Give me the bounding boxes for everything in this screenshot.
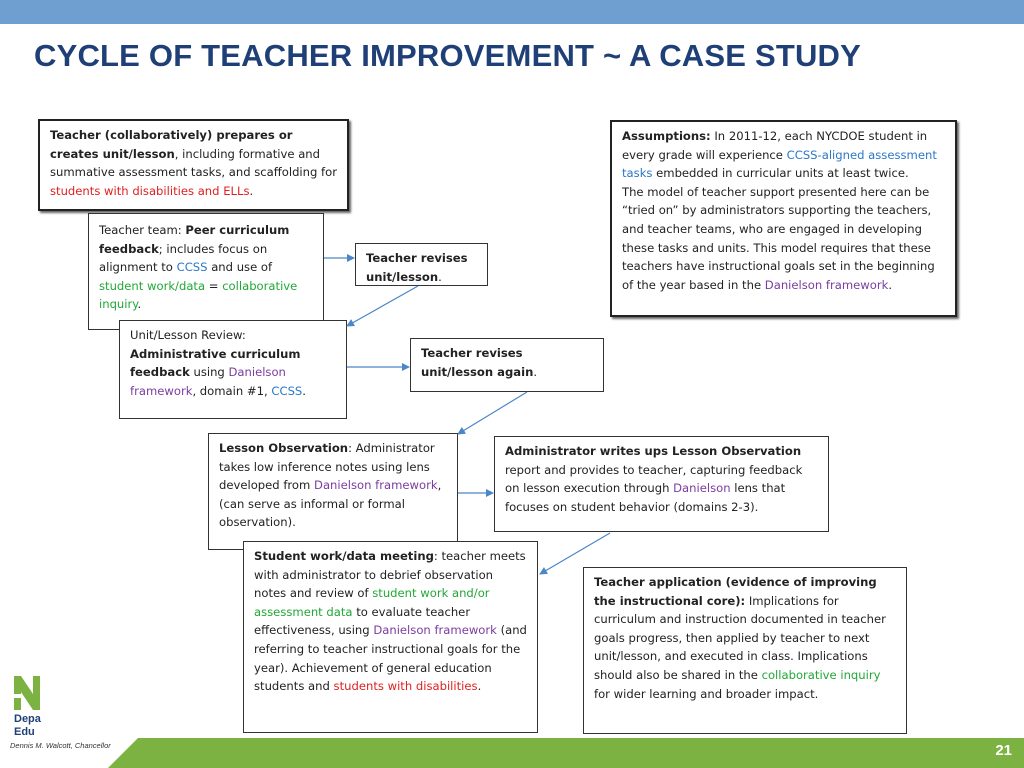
slide-title: CYCLE OF TEACHER IMPROVEMENT ~ A CASE STUDY [34, 38, 862, 73]
box5-bold: Teacher revises unit/lesson again [421, 346, 534, 379]
arrow-writeup-to-meeting [540, 533, 610, 574]
box4-ccss: CCSS [271, 383, 303, 398]
assumptions-danielson: Danielson framework [764, 277, 889, 292]
box6-text2: , (can serve as informal or formal observation). [219, 478, 442, 530]
assumptions-bold: Assumptions: [622, 129, 711, 143]
box1-bold: Teacher (collaboratively) prepares or creates unit/lesson [50, 128, 293, 161]
logo-n-icon [14, 676, 40, 710]
box8-swd: students with disabilities [333, 679, 478, 694]
assumptions-end: . [888, 277, 893, 292]
box9-text1: Implications for curriculum and instruction documented in teacher goals progress, then applied by teacher to next unit/lesson, and executed in class. Implications should also be shared in the [594, 593, 886, 682]
box9-end: for wider learning and broader impact. [594, 686, 819, 701]
box2-end: . [137, 297, 142, 312]
box9-inquiry: collaborative inquiry [761, 667, 881, 682]
box4-heading: Unit/Lesson Review: [130, 328, 246, 342]
box8-text3: (and referring to teacher instructional goals for the year). Achievement of general education students and [254, 623, 527, 694]
box2-text3: and use of [207, 260, 273, 275]
logo-text-line2: Edu [14, 726, 35, 738]
box4-danielson: Danielson framework [130, 365, 286, 398]
nyc-doe-logo [14, 676, 40, 714]
box4-bold: Administrative curriculum feedback [130, 346, 301, 380]
box6-text1: : Administrator takes low inference notes using lens developed from [219, 441, 435, 493]
box7-bold: Administrator writes ups Lesson Observation [505, 444, 802, 458]
arrow-revise-to-review [347, 286, 418, 326]
box8-end: . [477, 679, 482, 694]
box7-text1: report and provides to teacher, capturing feedback on lesson execution through [505, 462, 803, 496]
box2-inquiry: collaborative inquiry [99, 278, 298, 312]
box8-text1: : teacher meets with administrator to debrief observation notes and review of [254, 549, 526, 601]
logo-text-line1: Depa [14, 713, 41, 725]
box2-bold: Peer curriculum feedback [99, 223, 290, 256]
box6-bold: Lesson Observation [219, 441, 349, 455]
assumptions-text1: In 2011-12, each NYCDOE student in every grade will experience [622, 129, 928, 162]
box9-bold: Teacher application (evidence of improving the instructional core): [594, 575, 877, 608]
box1-text: , including formative and summative assessment tasks, and scaffolding for [50, 146, 337, 180]
box8-bold: Student work/data meeting [254, 549, 434, 563]
box8-danielson: Danielson framework [373, 623, 497, 638]
box5-end: . [533, 364, 538, 379]
box4-text1: using [189, 365, 229, 380]
box2-text2: ; includes focus on alignment to [99, 241, 268, 275]
assumptions-ccss-tasks: CCSS-aligned assessment tasks [622, 147, 937, 181]
page-number: 21 [995, 742, 1012, 759]
box2-eq: = [205, 278, 223, 293]
arrow-revise-again-to-observation [458, 392, 527, 434]
box1-swd-ell: students with disabilities and ELLs [50, 183, 250, 198]
box2-text1: Teacher team: [99, 223, 186, 237]
box4-text2: , domain #1, [192, 383, 272, 398]
assumptions-text3: The model of teacher support presented here can be “tried on” by administrators supporting the teachers, and teacher teams, who are engaged in developing these tasks and units. This model requires that these teachers have instructional goals set in the beginning of the year based in the [622, 184, 935, 292]
assumptions-text2: embedded in curricular units at least twice. [652, 166, 909, 181]
box2-ccss: CCSS [176, 260, 208, 275]
box3-end: . [438, 269, 442, 284]
box7-danielson: Danielson [673, 481, 731, 496]
box2-student-work: student work/data [99, 278, 206, 293]
box1-end: . [249, 183, 254, 198]
box8-student-work: student work and/or assessment data [254, 586, 490, 619]
chancellor-caption: Dennis M. Walcott, Chancellor [10, 741, 111, 750]
box7-text2: lens that focuses on student behavior (domains 2-3). [505, 481, 786, 514]
box3-bold: Teacher revises unit/lesson [366, 251, 468, 284]
box6-danielson: Danielson framework [314, 478, 438, 493]
bottom-accent-bar [0, 738, 1024, 768]
box8-text2: to evaluate teacher effectiveness, using [254, 604, 471, 638]
box4-end: . [302, 383, 306, 398]
